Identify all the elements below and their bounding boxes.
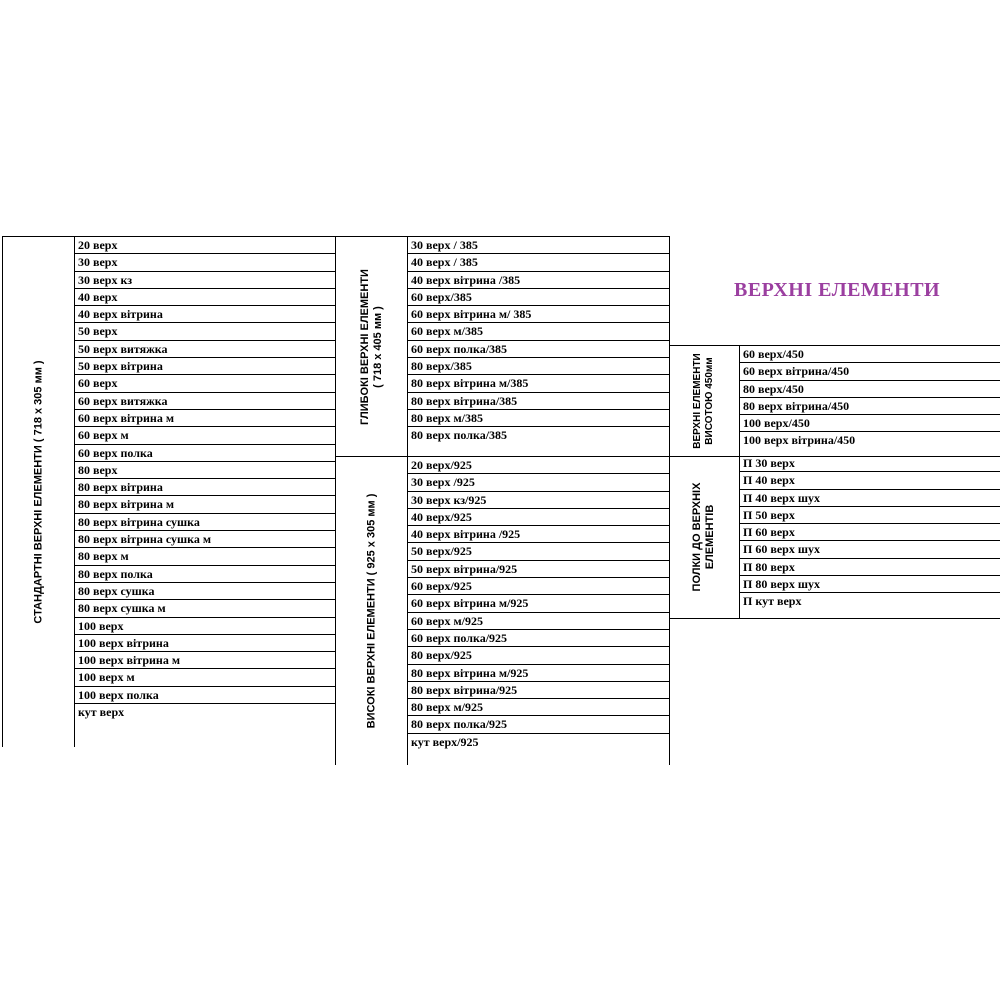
list-item: 80 верх вітрина м/925 xyxy=(408,665,669,682)
list-item: 50 верх вітрина xyxy=(75,358,335,375)
list-item: 60 верх полка/385 xyxy=(408,341,669,358)
list-item: 60 верх/450 xyxy=(740,346,1000,363)
list-item: 40 верх вітрина /385 xyxy=(408,272,669,289)
list-item: П кут верх xyxy=(743,594,802,609)
h450-group-label: ВЕРХНІ ЕЛЕМЕНТИ ВИСОТОЮ 450мм xyxy=(669,346,740,456)
list-item: П 60 верх шух xyxy=(740,541,1000,558)
list-item: 60 верх полка xyxy=(75,445,335,462)
h450-items-list xyxy=(740,346,1000,450)
list-item: 80 верх сушка м xyxy=(75,600,335,617)
list-item: П 80 верх xyxy=(740,559,1000,576)
list-item: П 40 верх шух xyxy=(740,490,1000,507)
list-item: 50 верх/925 xyxy=(408,543,669,560)
tall-group-label: ВИСОКІ ВЕРХНІ ЕЛЕМЕНТИ ( 925 х 305 мм ) xyxy=(336,457,408,765)
list-item: 30 верх /925 xyxy=(408,474,669,491)
list-item: П 50 верх xyxy=(740,507,1000,524)
h450-elements-group xyxy=(669,345,1000,457)
list-item: 60 верх вітрина м/925 xyxy=(408,595,669,612)
list-item: 60 верх м/385 xyxy=(408,323,669,340)
list-item: 80 верх вітрина/385 xyxy=(408,393,669,410)
list-item: 80 верх сушка xyxy=(75,583,335,600)
shelves-group xyxy=(669,455,1000,619)
list-item: 30 верх кз xyxy=(75,272,335,289)
list-item: 80 верх вітрина xyxy=(75,479,335,496)
list-item: П 80 верх шух xyxy=(740,576,1000,593)
list-item: 80 верх вітрина м/385 xyxy=(408,375,669,392)
list-item: 60 верх вітрина м/ 385 xyxy=(408,306,669,323)
list-item: 80 верх полка xyxy=(75,566,335,583)
list-item: 30 верх xyxy=(75,254,335,271)
list-item: 30 верх кз/925 xyxy=(408,492,669,509)
list-item: 80 верх/925 xyxy=(408,647,669,664)
list-item: 40 верх вітрина /925 xyxy=(408,526,669,543)
list-item: 100 верх вітрина м xyxy=(75,652,335,669)
list-item: 80 верх м/385 xyxy=(408,410,669,427)
list-item: 40 верх xyxy=(75,289,335,306)
shelves-items-list xyxy=(740,455,1000,611)
list-item: 60 верх/925 xyxy=(408,578,669,595)
list-item: 80 верх/385 xyxy=(408,358,669,375)
list-item: 30 верх / 385 xyxy=(408,237,669,254)
list-item: 60 верх вітрина м xyxy=(75,410,335,427)
list-item: П 60 верх xyxy=(740,524,1000,541)
list-item: 80 верх м/925 xyxy=(408,699,669,716)
list-item: 100 верх xyxy=(75,618,335,635)
list-item: кут верх/925 xyxy=(411,734,479,749)
list-item: 40 верх/925 xyxy=(408,509,669,526)
list-item: П 30 верх xyxy=(740,455,1000,472)
list-item: 60 верх м/925 xyxy=(408,613,669,630)
list-item: 50 верх xyxy=(75,323,335,340)
list-item: 60 верх/385 xyxy=(408,289,669,306)
list-item: 60 верх м xyxy=(75,427,335,444)
shelves-group-label: ПОЛКИ ДО ВЕРХНІХ ЕЛЕМЕНТІВ xyxy=(669,455,740,618)
tall-items-list xyxy=(408,457,669,751)
list-item: 80 верх вітрина м xyxy=(75,496,335,513)
standard-group-label: СТАНДАРТНІ ВЕРХНІ ЕЛЕМЕНТИ ( 718 х 305 мм ) xyxy=(3,237,75,747)
list-item: 80 верх вітрина/450 xyxy=(740,398,1000,415)
list-item: 60 верх xyxy=(75,375,335,392)
list-item: 80 верх м xyxy=(75,548,335,565)
list-item: 80 верх xyxy=(75,462,335,479)
standard-elements-group xyxy=(2,236,335,747)
list-item: 100 верх вітрина/450 xyxy=(743,433,856,448)
list-item: П 40 верх xyxy=(740,472,1000,489)
list-item: 20 верх/925 xyxy=(408,457,669,474)
list-item: 40 верх вітрина xyxy=(75,306,335,323)
page-title: ВЕРХНІ ЕЛЕМЕНТИ xyxy=(734,279,941,301)
list-item: 50 верх витяжка xyxy=(75,341,335,358)
list-item: 20 верх xyxy=(75,237,335,254)
tall-elements-group xyxy=(335,456,670,765)
list-item: кут верх xyxy=(78,705,125,720)
list-item: 80 верх/450 xyxy=(740,381,1000,398)
list-item: 80 верх полка/385 xyxy=(411,428,508,443)
list-item: 80 верх вітрина сушка м xyxy=(75,531,335,548)
list-item: 80 верх вітрина сушка xyxy=(75,514,335,531)
deep-items-list xyxy=(408,237,669,445)
list-item: 100 верх вітрина xyxy=(75,635,335,652)
standard-items-list xyxy=(75,237,335,721)
list-item: 60 верх вітрина/450 xyxy=(740,363,1000,380)
list-item: 100 верх полка xyxy=(75,687,335,704)
list-item: 80 верх полка/925 xyxy=(408,716,669,733)
list-item: 80 верх вітрина/925 xyxy=(408,682,669,699)
deep-group-label: ГЛИБОКІ ВЕРХНІ ЕЛЕМЕНТИ ( 718 х 405 мм ) xyxy=(336,237,408,457)
list-item: 60 верх полка/925 xyxy=(408,630,669,647)
list-item: 100 верх/450 xyxy=(740,415,1000,432)
list-item: 50 верх вітрина/925 xyxy=(408,561,669,578)
deep-elements-group xyxy=(335,236,670,457)
list-item: 60 верх витяжка xyxy=(75,393,335,410)
list-item: 100 верх м xyxy=(75,669,335,686)
list-item: 40 верх / 385 xyxy=(408,254,669,271)
